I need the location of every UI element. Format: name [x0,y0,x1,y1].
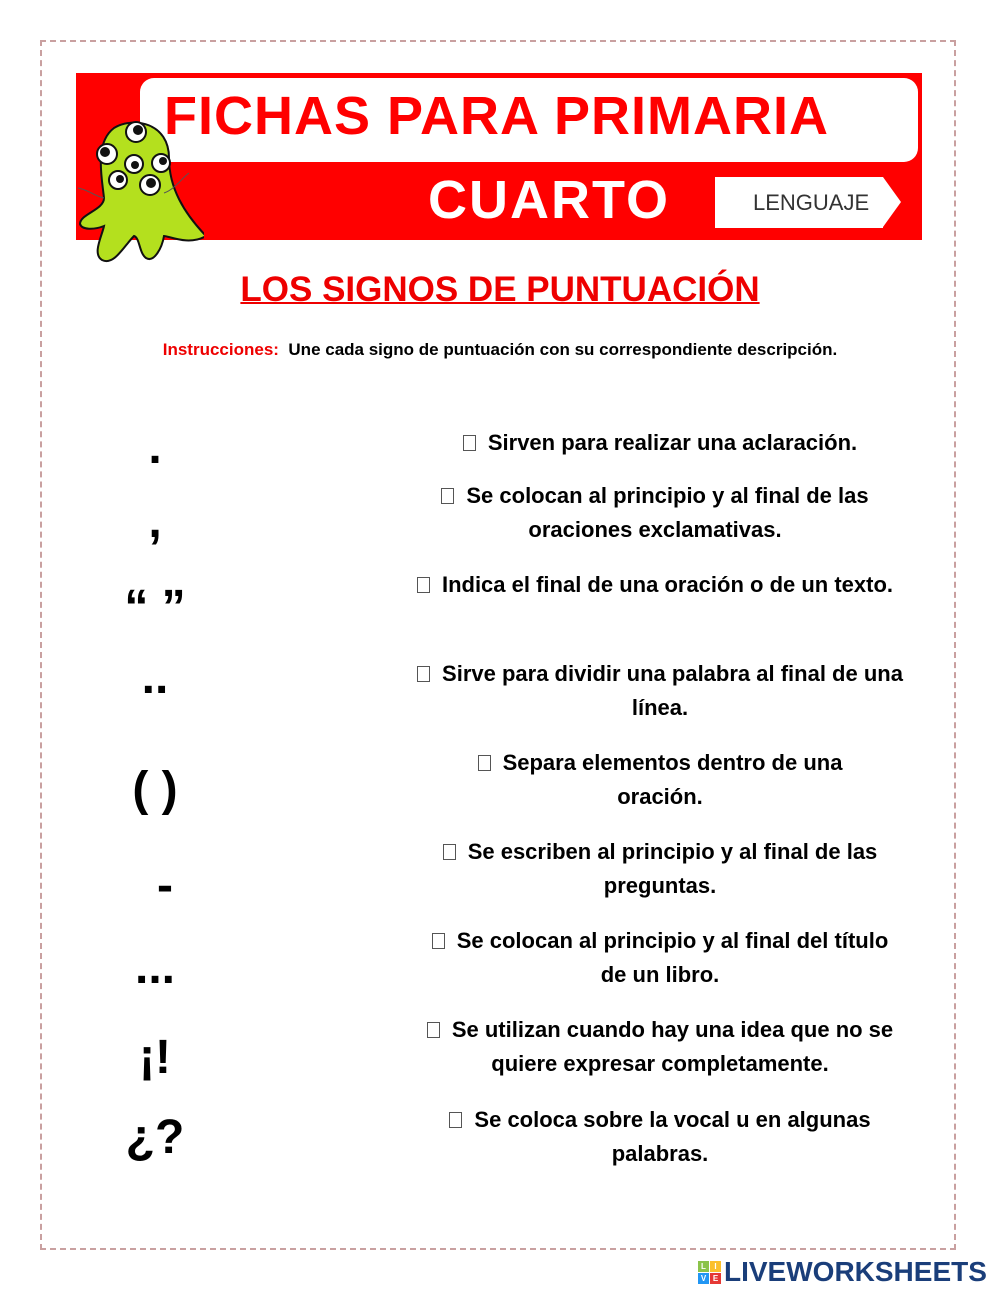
logo-letter: V [698,1273,709,1284]
live-logo-icon [698,1261,721,1284]
symbol-comma[interactable]: , [148,495,162,548]
description-text: Sirven para realizar una aclaración. [487,430,858,455]
bullet-box-icon [443,844,456,860]
symbol-quotes[interactable]: “ ” [124,581,186,634]
bullet-box-icon [449,1112,462,1128]
description-text: Se coloca sobre la vocal u en algunas palabras. [474,1107,871,1166]
description-item[interactable] [410,835,910,903]
bullet-box-icon [417,577,430,593]
logo-letter: E [710,1273,721,1284]
description-item[interactable] [410,657,910,725]
banner-title: FICHAS PARA PRIMARIA [164,86,829,146]
description-item[interactable] [410,479,900,547]
instructions-label: Instrucciones: [162,340,279,359]
description-text: Se colocan al principio y al final de las oraciones exclamativas. [466,483,869,542]
instructions-text: Une cada signo de puntuación con su correspondiente descripción. [288,340,838,359]
symbol-question[interactable]: ¿? [125,1111,185,1164]
description-text: Sirve para dividir una palabra al final de una línea. [442,661,903,720]
brand-name: LIVEWORKSHEETS [724,1256,987,1287]
worksheet-title [0,270,1000,310]
bullet-box-icon [427,1022,440,1038]
liveworksheets-logo [698,1256,987,1288]
symbol-ellipsis[interactable]: ... [134,941,175,994]
symbol-parentheses[interactable]: ( ) [132,763,178,816]
monster-mascot-icon [74,118,204,266]
subject-tag: LENGUAJE [715,177,883,228]
description-item[interactable] [410,746,910,814]
grade-label: CUARTO [428,170,671,230]
description-item[interactable] [410,1013,910,1081]
bullet-box-icon [432,933,445,949]
logo-letter: L [698,1261,709,1272]
description-item[interactable] [410,568,900,602]
instructions [0,340,1000,360]
bullet-box-icon [463,435,476,451]
bullet-box-icon [417,666,430,682]
logo-letter: I [710,1261,721,1272]
bullet-box-icon [478,755,491,771]
description-text: Se utilizan cuando hay una idea que no se quiere expresar completamente. [451,1017,894,1076]
description-text: Se escriben al principio y al final de las preguntas. [467,839,878,898]
description-item[interactable] [410,924,910,992]
title-text: LOS SIGNOS DE PUNTUACIÓN [240,270,760,309]
description-item[interactable] [410,1103,910,1171]
symbol-colon[interactable]: .. [141,651,169,704]
description-text: Se colocan al principio y al final del título de un libro. [456,928,889,987]
bullet-box-icon [441,488,454,504]
symbol-exclamation[interactable]: ¡! [139,1031,171,1084]
description-text: Indica el final de una oración o de un texto. [441,572,894,597]
description-item[interactable] [420,426,900,460]
symbol-hyphen[interactable]: - [157,859,173,912]
description-text: Separa elementos dentro de una oración. [502,750,843,809]
symbol-period[interactable]: . [148,421,162,474]
